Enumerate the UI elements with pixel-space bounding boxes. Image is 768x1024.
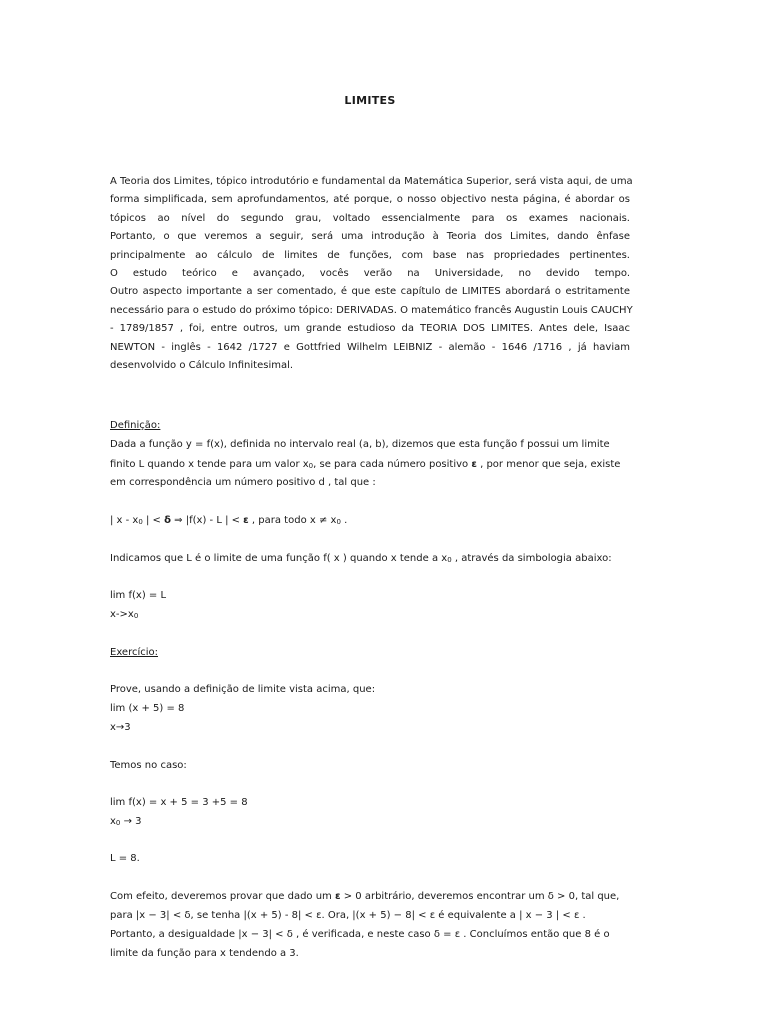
delta-symbol: δ: [164, 515, 171, 526]
case-text: Temos no caso:: [110, 760, 187, 771]
intro-line: desenvolvido o Cálculo Infinitesimal.: [110, 359, 294, 371]
exercise-heading: Exercício:: [110, 647, 159, 658]
intro-line: tópicos ao nível do segundo grau, voltado essencialmente para os exames nacionais.: [110, 212, 630, 224]
intro-line: necessário para o estudo do próximo tópico: DERIVADAS. O matemático francês Augustin Louis CAUCHY: [110, 304, 633, 316]
exercise-prompt: Prove, usando a definição de limite vista acima, que:: [110, 684, 376, 695]
case-limit-subscript: $x_0 \to 3$: [110, 816, 142, 827]
epsilon-symbol: ε: [334, 891, 341, 902]
case-limit: lim f(x) = x + 5 = 3 +5 = 8: [110, 797, 248, 808]
exercise-limit: lim (x + 5) = 8: [110, 703, 185, 714]
proof-line: Portanto, a desigualdade |x − 3| < δ , é verificada, e neste caso δ = ε . Concluímos então que 8 é o: [110, 929, 610, 940]
intro-line: Outro aspecto importante a ser comentado, é que este capítulo de LIMITES abordará o estritamente: [110, 286, 630, 298]
proof-line: Com efeito, deveremos provar que dado um ε > 0 arbitrário, deveremos encontrar um δ > 0, tal que,: [110, 891, 620, 902]
limit-expression: lim f(x) = L: [110, 590, 167, 601]
intro-line: - 1789/1857 , foi, entre outros, um grande estudioso da TEORIA DOS LIMITES. Antes dele, Isaac: [110, 323, 630, 335]
intro-line: forma simplificada, sem aprofundamentos, até porque, o nosso objectivo nesta página, é abordar os: [110, 194, 630, 206]
notation-text: Indicamos que L é o limite de uma função f( x ) quando x tende a $x_0$ , através da simbologia abaixo:: [110, 553, 612, 564]
epsilon-symbol: ε: [471, 459, 477, 470]
proof-line: para |x − 3| < δ, se tenha |(x + 5) - 8| < ε. Ora, |(x + 5) − 8| < ε é equivalente a | x − 3 | < ε .: [110, 910, 586, 921]
page-title: LIMITES: [344, 94, 396, 107]
intro-line: O estudo teórico e avançado, vocês verão na Universidade, no devido tempo.: [110, 267, 630, 279]
proof-line: limite da função para x tendendo a 3.: [110, 948, 299, 959]
definition-line: finito L quando x tende para um valor $x_0$, se para cada número positivo ε , por menor que seja, existe: [110, 459, 621, 470]
definition-line: em correspondência um número positivo d , tal que :: [110, 477, 376, 488]
definition-line: Dada a função y = f(x), definida no intervalo real (a, b), dizemos que esta função f possui um limite: [110, 439, 610, 450]
intro-paragraph: [110, 173, 633, 375]
intro-line: principalmente ao cálculo de limites de funções, com base nas propriedades pertinentes.: [110, 249, 630, 261]
intro-line: Portanto, o que veremos a seguir, será uma introdução à Teoria dos Limites, dando ênfase: [110, 231, 630, 243]
limit-subscript: $x->x_0$: [110, 609, 139, 620]
exercise-limit-subscript: x→3: [110, 722, 131, 733]
definition-heading: Definição:: [110, 420, 161, 431]
limit-condition: | x - $x_0$ | < δ ⇒ |f(x) - L | < ε , para todo $x \ne x_0$ .: [110, 515, 348, 526]
epsilon-symbol: ε: [243, 515, 249, 526]
intro-line: A Teoria dos Limites, tópico introdutório e fundamental da Matemática Superior, será vista aqui, de uma: [110, 176, 633, 187]
result-text: L = 8.: [110, 853, 140, 864]
intro-line: NEWTON - inglês - 1642 /1727 e Gottfried Wilhelm LEIBNIZ - alemão - 1646 /1716 , já haviam: [110, 341, 630, 353]
